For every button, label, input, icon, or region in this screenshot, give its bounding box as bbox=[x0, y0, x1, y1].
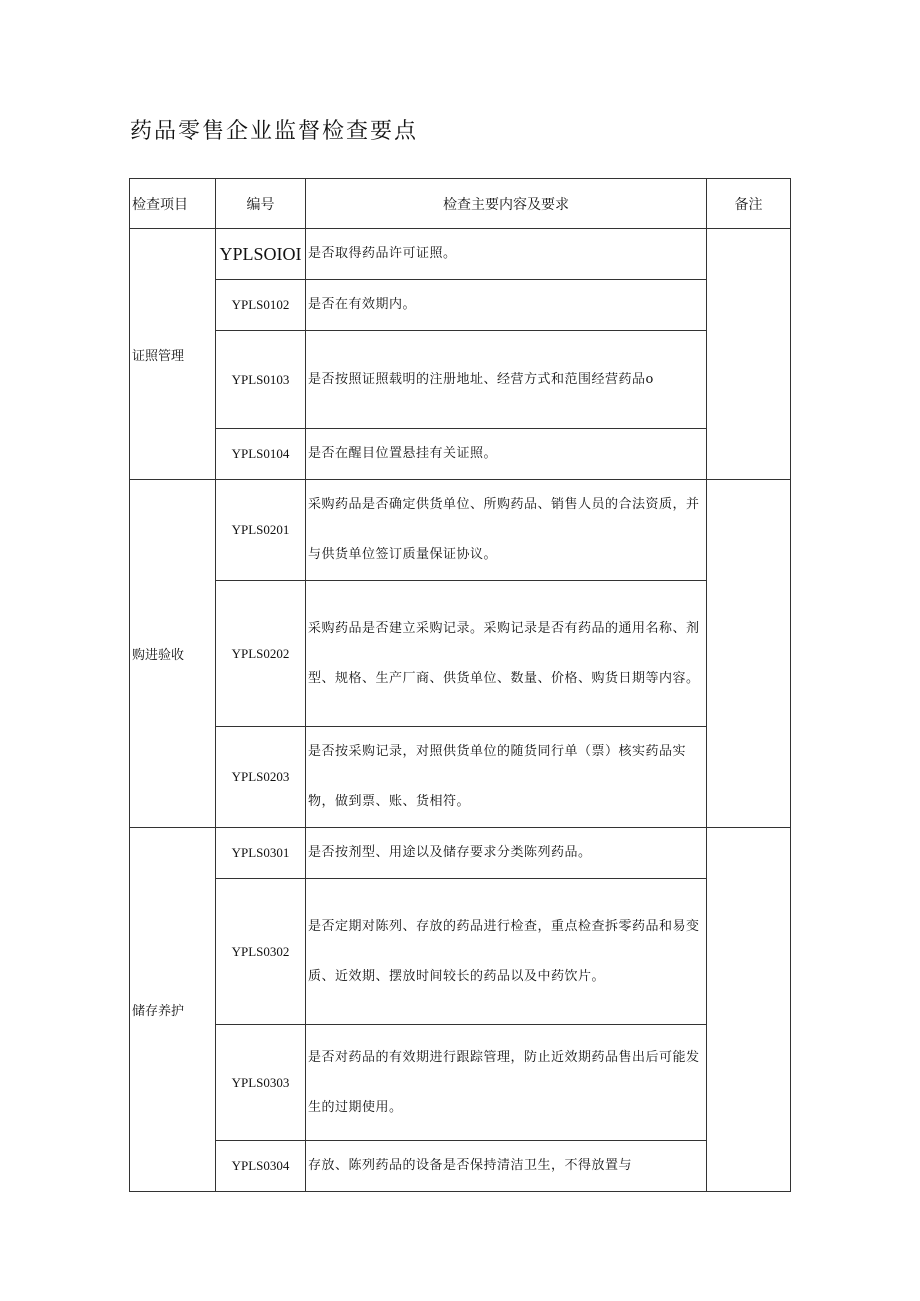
code-cell: YPLS0303 bbox=[216, 1025, 306, 1141]
code-cell: YPLS0103 bbox=[216, 331, 306, 429]
table-row bbox=[130, 581, 791, 727]
requirement-cell: 是否在有效期内。 bbox=[306, 280, 707, 331]
code-cell: YPLS0304 bbox=[216, 1141, 306, 1192]
category-cell: 证照管理 bbox=[130, 229, 216, 480]
requirement-cell: 是否定期对陈列、存放的药品进行检查，重点检查拆零药品和易变质、近效期、摆放时间较长的药品以及中药饮片。 bbox=[306, 879, 707, 1025]
requirement-cell: 是否对药品的有效期进行跟踪管理，防止近效期药品售出后可能发生的过期使用。 bbox=[306, 1025, 707, 1141]
code-cell: YPLS0104 bbox=[216, 429, 306, 480]
table-row bbox=[130, 229, 791, 280]
header-requirements: 检查主要内容及要求 bbox=[306, 179, 707, 229]
code-cell: YPLS0201 bbox=[216, 480, 306, 581]
inspection-table bbox=[129, 178, 791, 1192]
code-cell: YPLS0102 bbox=[216, 280, 306, 331]
code-cell: YPLS0203 bbox=[216, 727, 306, 828]
requirement-cell: 存放、陈列药品的设备是否保持清洁卫生，不得放置与 bbox=[306, 1141, 707, 1192]
code-cell: YPLS0301 bbox=[216, 828, 306, 879]
requirement-cell: 是否取得药品许可证照。 bbox=[306, 229, 707, 280]
remark-cell bbox=[707, 229, 791, 480]
requirement-cell: 是否按照证照载明的注册地址、经营方式和范围经营药品o bbox=[306, 331, 707, 429]
remark-cell bbox=[707, 828, 791, 1192]
category-cell: 储存养护 bbox=[130, 828, 216, 1192]
header-remarks: 备注 bbox=[707, 179, 791, 229]
table-row bbox=[130, 879, 791, 1025]
category-cell: 购进验收 bbox=[130, 480, 216, 828]
header-code: 编号 bbox=[216, 179, 306, 229]
requirement-cell: 采购药品是否确定供货单位、所购药品、销售人员的合法资质，并与供货单位签订质量保证协议。 bbox=[306, 480, 707, 581]
table-row bbox=[130, 1141, 791, 1192]
table-row bbox=[130, 480, 791, 581]
table-row bbox=[130, 429, 791, 480]
table-row bbox=[130, 727, 791, 828]
document-title: 药品零售企业监督检查要点 bbox=[130, 119, 419, 144]
table-header-row bbox=[130, 179, 791, 229]
code-cell: YPLSOIOI bbox=[216, 229, 306, 280]
remark-cell bbox=[707, 480, 791, 828]
requirement-cell: 是否按剂型、用途以及储存要求分类陈列药品。 bbox=[306, 828, 707, 879]
code-cell: YPLS0202 bbox=[216, 581, 306, 727]
header-category: 检查项目 bbox=[130, 179, 216, 229]
table-row bbox=[130, 331, 791, 429]
requirement-cell: 是否在醒目位置悬挂有关证照。 bbox=[306, 429, 707, 480]
table-row bbox=[130, 828, 791, 879]
code-cell: YPLS0302 bbox=[216, 879, 306, 1025]
table-row bbox=[130, 1025, 791, 1141]
table-row bbox=[130, 280, 791, 331]
requirement-cell: 采购药品是否建立采购记录。采购记录是否有药品的通用名称、剂型、规格、生产厂商、供货单位、数量、价格、购货日期等内容。 bbox=[306, 581, 707, 727]
requirement-cell: 是否按采购记录，对照供货单位的随货同行单（票）核实药品实物，做到票、账、货相符。 bbox=[306, 727, 707, 828]
